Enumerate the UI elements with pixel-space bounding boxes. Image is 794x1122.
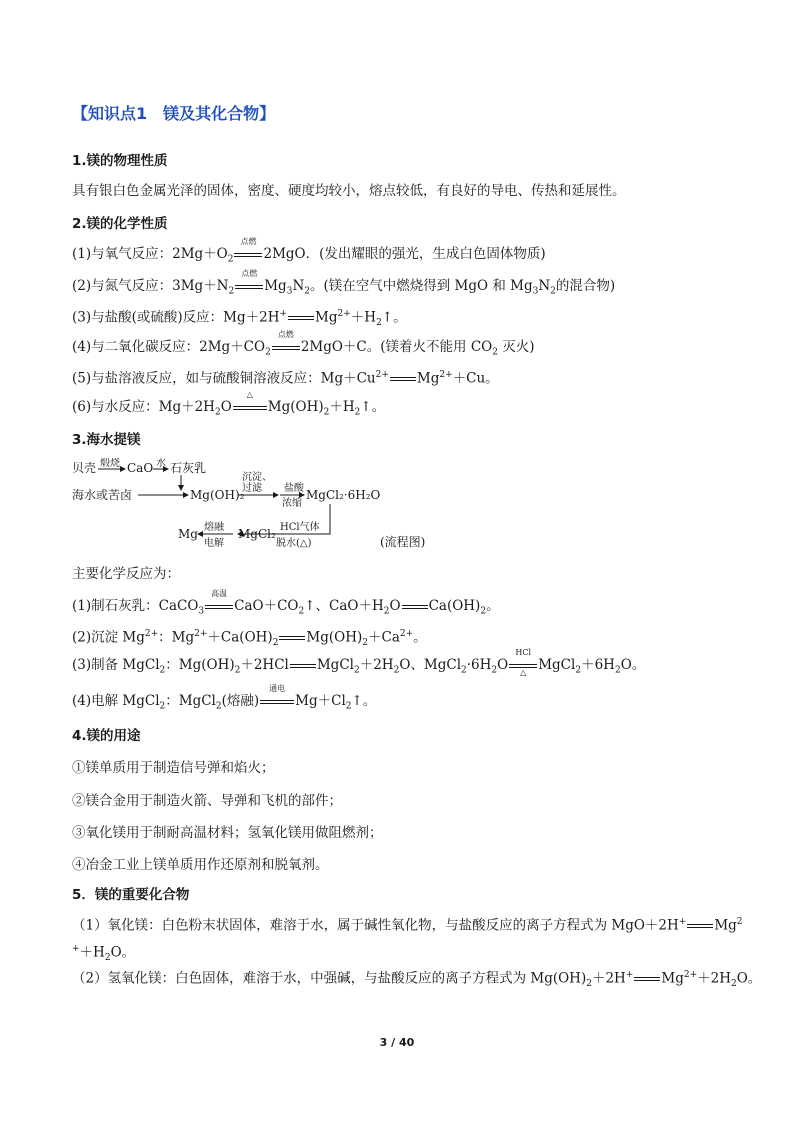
equation-2: (2)沉淀 $Mg^{2+}$：$Mg^{2+}+Ca(OH)_2$ $Mg(OH)_2+Ca^{2+}$。 — [72, 629, 427, 649]
use-item-1: ①镁单质用于制造信号弹和焰火； — [72, 760, 275, 776]
reaction-6: (6)与水反应：$Mg+2H_2O$ △ $Mg(OH)_2+H_2↑$。 — [72, 390, 386, 418]
section-5-heading: 5．镁的重要化合物 — [72, 887, 190, 903]
flow-electrolysis: 电解 — [204, 538, 224, 549]
flow-mgcl2: MgCl₂ — [238, 527, 276, 541]
compound-mgo-line1: （1）氧化镁：白色粉末状固体，难溶于水，属于碱性氧化物，与盐酸反应的离子方程式为 MgO＋2H+ Mg$^2$ — [72, 917, 743, 934]
flow-dehydrate: 脱水(△) — [276, 538, 312, 549]
section-4-heading: 4.镁的用途 — [72, 728, 141, 744]
flow-caption: (流程图) — [380, 535, 426, 549]
use-item-3: ③氧化镁用于制耐高温材料；氢氧化镁用做阻燃剂； — [72, 825, 383, 841]
equation-1: (1)制石灰乳：CaCO$_3$ 高温 $CaO+CO_2↑$、$CaO+H_2O$ $Ca(OH)_2$。 — [72, 589, 500, 617]
flow-shell: 贝壳 — [72, 461, 97, 475]
flow-lime: 石灰乳 — [170, 461, 207, 475]
compound-mgo-line2: $^++H_2O$。 — [72, 944, 136, 964]
flow-concentrate: 浓缩 — [282, 498, 302, 509]
section-2-heading: 2.镁的化学性质 — [72, 216, 168, 232]
use-item-4: ④冶金工业上镁单质用作还原剂和脱氧剂。 — [72, 857, 329, 873]
use-item-2: ②镁合金用于制造火箭、导弹和飞机的部件； — [72, 793, 342, 809]
reaction-5: (5)与盐溶液反应，如与硫酸铜溶液反应：$Mg+Cu^{2+}$ $Mg^{2+}+Cu$。 — [72, 370, 499, 387]
reaction-4: (4)与二氧化碳反应：$2Mg+CO_2$ 点燃 2MgO＋C。(镁着火不能用 $CO_2$ 灭火) — [72, 330, 535, 358]
page-number: 3 / 40 — [379, 1036, 415, 1049]
section-1-heading: 1.镁的物理性质 — [72, 153, 168, 169]
section-3-heading: 3.海水提镁 — [72, 432, 141, 448]
section-1-text: 具有银白色金属光泽的固体，密度、硬度均较小，熔点较低，有良好的导电、传热和延展性。 — [72, 183, 626, 199]
page-title: 【知识点1 镁及其化合物】 — [72, 104, 276, 123]
process-flow-diagram — [70, 458, 490, 558]
flow-calcine: 煅烧 — [100, 458, 120, 469]
flow-filter: 过滤 — [242, 483, 262, 494]
flow-precipitate: 沉淀、 — [242, 472, 272, 483]
reaction-2: (2)与氮气反应：$3Mg+N_2$ 点燃 $Mg_3N_2$。(镁在空气中燃烧得到 MgO 和 $Mg_3N_2$的混合物) — [72, 269, 616, 297]
equation-3: (3)制备 MgCl$_2$：$Mg(OH)_2+2HCl$ $MgCl_2+2H_2O$、$MgCl_2\cdot 6H_2O$ HCl △ $MgCl_2+6H_2O$。 — [72, 648, 646, 677]
flow-mgoh2: Mg(OH)₂ — [190, 488, 245, 502]
flow-cao: CaO — [127, 461, 154, 475]
flow-mgcl2-hydrate: MgCl₂·6H₂O — [306, 488, 381, 502]
flow-hcl: 盐酸 — [284, 483, 304, 494]
flow-water: 水 — [156, 458, 166, 469]
reaction-3: (3)与盐酸(或硫酸)反应：Mg＋2H+ $Mg^{2+}+H_2↑$。 — [72, 309, 407, 329]
flow-hcl-gas: HCl气体 — [280, 522, 320, 533]
flow-melt: 熔融 — [204, 522, 224, 533]
flow-seawater: 海水或苦卤 — [72, 488, 133, 502]
flow-mg: Mg — [178, 527, 198, 541]
reaction-1: (1)与氧气反应：$2Mg+O_2$ 点燃 2MgO．(发出耀眼的强光，生成白色固体物质) — [72, 237, 546, 265]
compound-mgoh2: （2）氢氧化镁：白色固体，难溶于水，中强碱，与盐酸反应的离子方程式为 $Mg(OH)_2+2H^+$ $Mg^{2+}+2H_2O$。 — [72, 970, 762, 990]
reactions-intro: 主要化学反应为： — [72, 566, 180, 582]
equation-4: (4)电解 MgCl$_2$：MgCl$_2$(熔融) 通电 $Mg+Cl_2↑$。 — [72, 684, 377, 712]
